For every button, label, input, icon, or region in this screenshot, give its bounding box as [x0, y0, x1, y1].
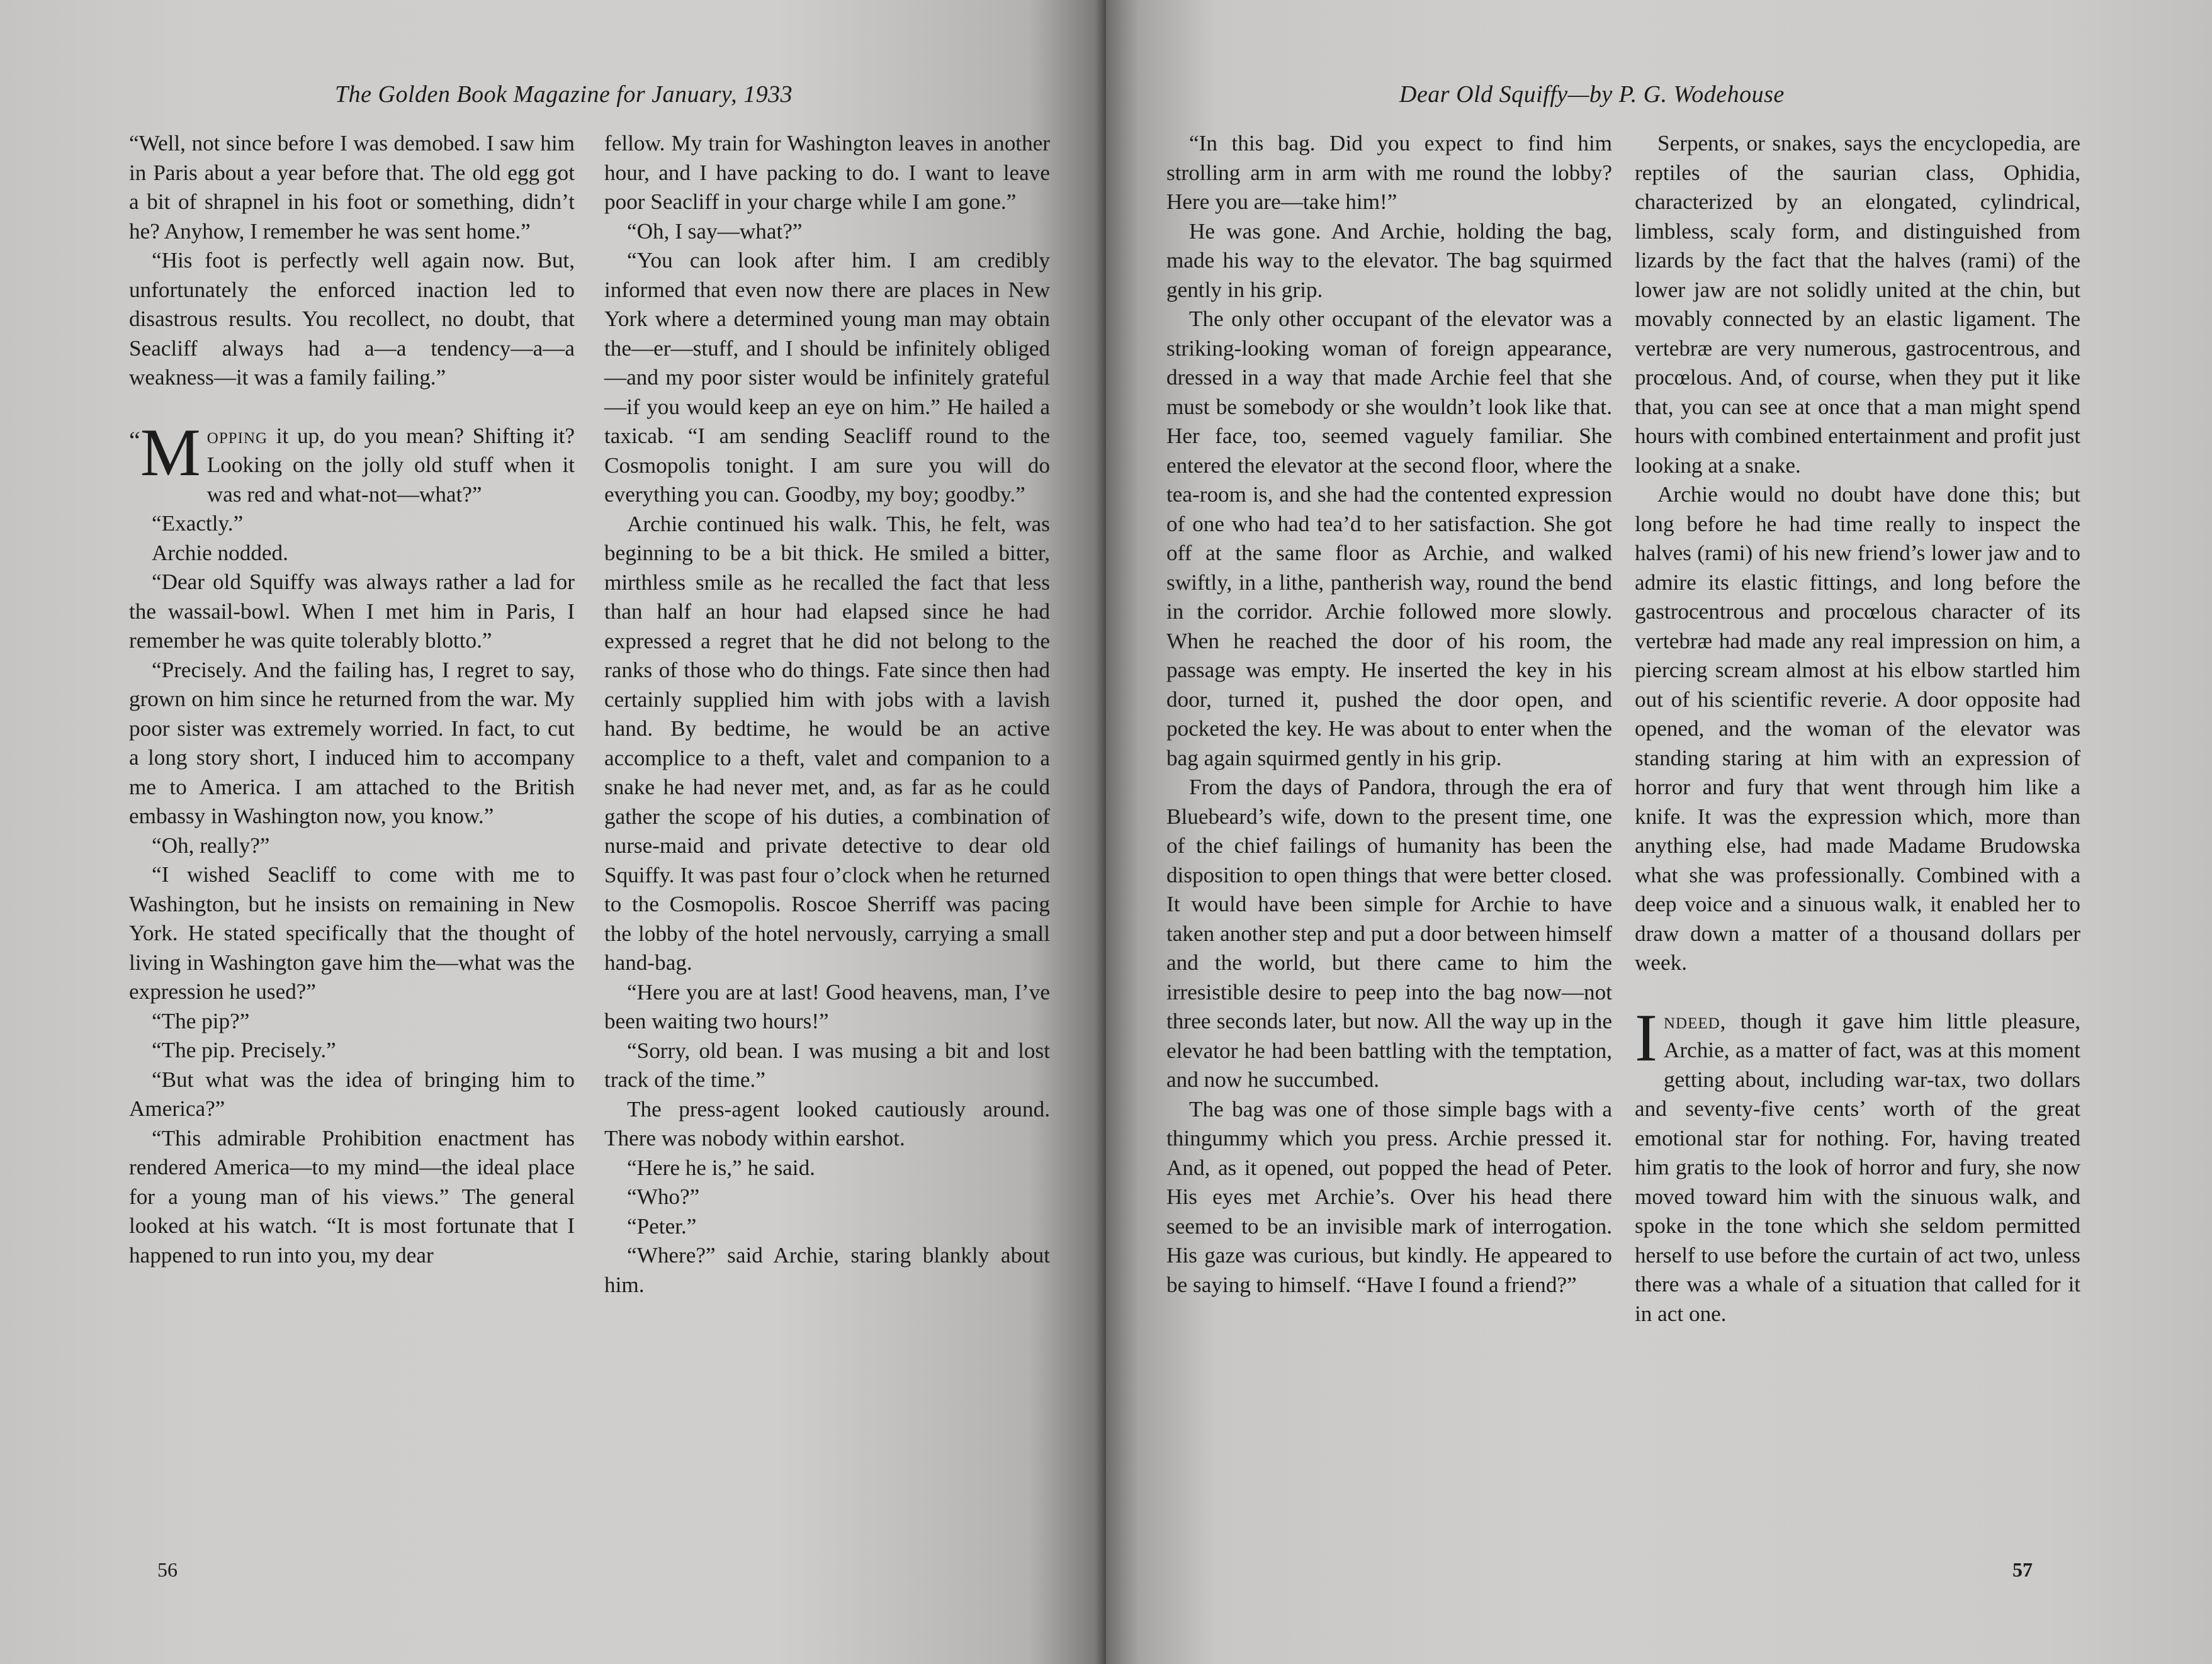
paragraph: “Oh, I say—what?” — [627, 218, 803, 244]
paragraph: Archie continued his walk. This, he felt, was beginning to be a bit thick. He smiled a bitter, mirthless smile as he recalled the fact that less than half an hour had elapsed since he had expressed a regret that he did not belong to the ranks of those who do things. Fate since then had certainly supplied him with jobs with a lavish hand. By bedtime, he would be an active accomplice to a theft, valet and companion to a snake he had never met, and, as far as he could gather the scope of his duties, a combination of nurse-maid and private detective to dear old Squiffy. It was past four o’clock when he returned to the Cosmopolis. Roscoe Sherriff was pacing the lobby of the hotel nervously, carrying a small hand-bag. — [604, 511, 1050, 975]
paragraph: “But what was the idea of bringing him to America?” — [129, 1067, 575, 1121]
paragraph: “You can look after him. I am credibly informed that even now there are places in New York where a determined young man may obtain the—er—stuff, and I should be infinitely obliged—and my poor sister would be infinitely grateful—if you would keep an eye on him.” He hailed a taxicab. “I am sending Seacliff round to the Cosmopolis tonight. I am sure you will do everything you can. Goodby, my boy; goodby.” — [604, 248, 1050, 507]
paragraph: “Dear old Squiffy was always rather a lad for the wassail-bowl. When I met him in Paris, I remember he was quite tolerably blotto.” — [129, 570, 575, 653]
dropcap-smallcaps: ndeed, — [1663, 1008, 1727, 1033]
paragraph: Archie would no doubt have done this; but long before he had time really to inspect the halves (rami) of his new friend’s lower jaw and to admire its elastic fittings, and long before the gastrocentrous and procœlous character of its vertebræ had made any real impression on him, a piercing scream almost at his elbow startled him out of his scientific reverie. A door opposite had opened, and the woman of the elevator was standing staring at him with an expression of horror and fury that went through him like a knife. It was the expression which, more than anything else, had made Madame Brudowska what she was professionally. Combined with a deep voice and a sinuous walk, it enabled her to draw down a matter of a thousand dollars per week. — [1635, 482, 2080, 975]
dropcap-smallcaps: opping — [206, 423, 268, 448]
paragraph: “Here you are at last! Good heavens, man, I’ve been waiting two hours!” — [604, 979, 1050, 1033]
dropcap-rest: though it gave him little pleasure, Archie, as a matter of fact, was at this moment getting about, including war-tax, two dollars and seventy-five cents’ worth of the great emotional star for nothing. For, having treated him gratis to the look of horror and fury, she now moved toward him with the sinuous walk, and spoke in the tone which she seldom permitted herself to use before the curtain of act two, unless there was a whale of a situation that called for it in act one. — [1635, 1008, 2080, 1326]
paragraph: “Who?” — [627, 1184, 700, 1209]
paragraph: “The pip?” — [152, 1008, 250, 1033]
running-head-left: The Golden Book Magazine for January, 1933 — [335, 81, 793, 108]
paragraph: Serpents, or snakes, says the encyclopedia, are reptiles of the saurian class, Ophidia, characterized by an elongated, cylindrical, limbless, scaly form, and distinguished from lizards by the fact that the halves (rami) of the lower jaw are not solidly united at the chin, but movably connected by an elastic ligament. The vertebræ are very numerous, gastrocentrous, and procœlous. And, of course, when they put it like that, you can see at once that a man might spend hours with combined entertainment and profit just looking at a snake. — [1635, 131, 2080, 478]
right-page — [1106, 0, 2212, 1664]
paragraph: “Peter.” — [627, 1213, 697, 1239]
paragraph: “Exactly.” — [152, 511, 244, 536]
paragraph: “Precisely. And the failing has, I regret to say, grown on him since he returned from the war. My poor sister was extremely worried. In fact, to cut a long story short, I induced him to accompany me to America. I am attached to the British embassy in Washington now, you know.” — [129, 657, 575, 828]
dropcap-paragraph — [1635, 1000, 2080, 1329]
paragraph: “Sorry, old bean. I was musing a bit and lost track of the time.” — [604, 1038, 1050, 1092]
paragraph: Archie nodded. — [152, 540, 288, 565]
running-head-right: Dear Old Squiffy—by P. G. Wodehouse — [1399, 81, 1785, 108]
dropcap-quote: “ — [129, 425, 140, 454]
paragraph: He was gone. And Archie, holding the bag, made his way to the elevator. The bag squirmed gently in his grip. — [1166, 218, 1612, 302]
paragraph: The only other occupant of the elevator was a striking-looking woman of foreign appearance, dressed in a way that made Archie feel that she must be somebody or she wouldn’t look like that. Her face, too, seemed vaguely familiar. She entered the elevator at the second floor, where the tea-room is, and she had the contented expression of one who had tea’d to her satisfaction. She got off at the same floor as Archie, and walked swiftly, in a lithe, pantherish way, round the bend in the corridor. Archie followed more slowly. When he reached the door of his room, the passage was empty. He inserted the key in his door, turned it, pushed the door open, and pocketed the key. He was about to enter when the bag again squirmed gently in his grip. — [1166, 306, 1612, 770]
paragraph: “I wished Seacliff to come with me to Washington, but he insists on remaining in New York. He stated specifically that the thought of living in Washington gave him the—what was the expression he used?” — [129, 862, 575, 1004]
paragraph: “Oh, really?” — [152, 833, 270, 858]
paragraph: “This admirable Prohibition enactment has rendered America—to my mind—the ideal place for a young man of his views.” The general looked at his watch. “It is most fortunate that I happened to run into you, my dear — [129, 1125, 575, 1268]
page-number-left: 56 — [157, 1558, 178, 1581]
paragraph: “The pip. Precisely.” — [152, 1038, 336, 1062]
column-3 — [1166, 129, 1612, 1300]
paragraph: “Where?” said Archie, staring blankly about him. — [604, 1243, 1050, 1297]
paragraph: fellow. My train for Washington leaves in another hour, and I have packing to do. I want to leave poor Seacliff in your charge while I am gone.” — [604, 131, 1050, 214]
page-number-right: 57 — [2012, 1558, 2033, 1581]
column-1 — [129, 129, 575, 1270]
paragraph: “In this bag. Did you expect to find him strolling arm in arm with me round the lobby? Here you are—take him!” — [1166, 131, 1612, 214]
column-2 — [604, 129, 1050, 1300]
dropcap-letter: I — [1635, 1000, 1657, 1076]
dropcap-rest: it up, do you mean? Shifting it? Looking on the jolly old stuff when it was red and what-not—what?” — [206, 423, 575, 507]
dropcap-letter: M — [140, 415, 201, 490]
paragraph: “Well, not since before I was demobed. I saw him in Paris about a year before that. The old egg got a bit of shrapnel in his foot or something, didn’t he? Anyhow, I remember he was sent home.” — [129, 131, 575, 244]
paragraph: The press-agent looked cautiously around. There was nobody within earshot. — [604, 1096, 1050, 1150]
paragraph: “Here he is,” he said. — [627, 1155, 815, 1180]
paragraph: From the days of Pandora, through the era of Bluebeard’s wife, down to the present time, one of the chief failings of humanity has been the disposition to open things that were better closed. It would have been simple for Archie to have taken another step and put a door between himself and the world, but there came to him the irresistible desire to peep into the bag now—not three seconds later, but now. All the way up in the elevator he had been battling with the temptation, and now he succumbed. — [1166, 775, 1612, 1092]
paragraph: “His foot is perfectly well again now. But, unfortunately the enforced inaction led to disastrous results. You recollect, no doubt, that Seacliff always had a—a tendency—a—a weakness—it was a family failing.” — [129, 248, 575, 390]
column-4 — [1635, 129, 2080, 1329]
dropcap-paragraph — [129, 415, 575, 510]
paragraph: The bag was one of those simple bags with a thingummy which you press. Archie pressed it. And, as it opened, out popped the head of Peter. His eyes met Archie’s. Over his head there seemed to be an invisible mark of interrogation. His gaze was curious, but kindly. He appeared to be saying to himself. “Have I found a friend?” — [1166, 1096, 1612, 1297]
